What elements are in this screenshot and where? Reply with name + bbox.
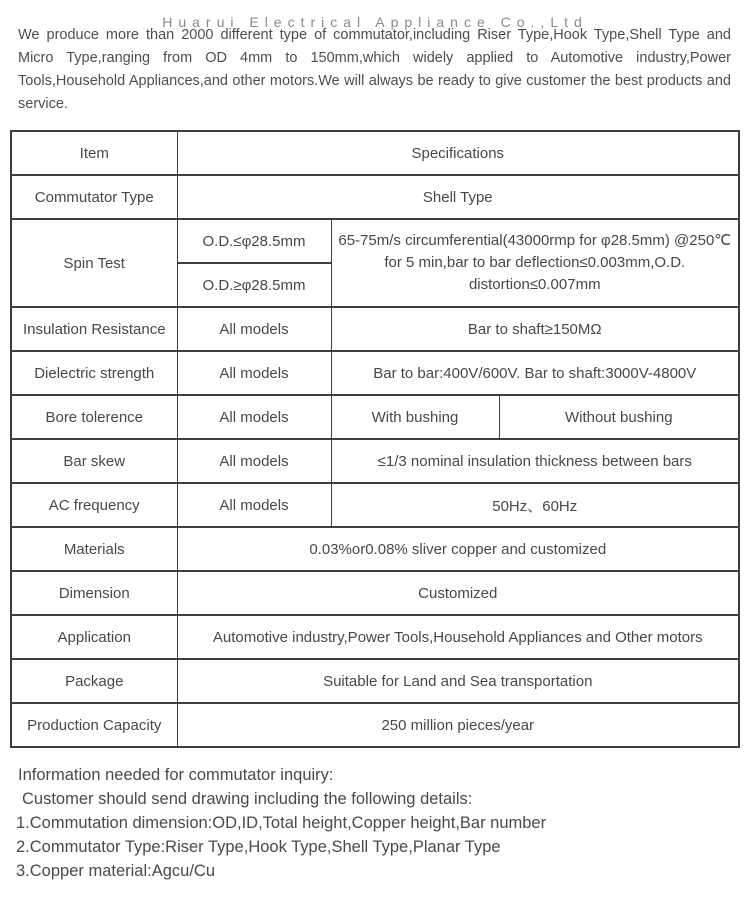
bore-tolerence-with-bushing: With bushing [331,395,499,439]
dimension-label: Dimension [11,571,177,615]
spin-test-condition-2: O.D.≥φ28.5mm [177,263,331,307]
bore-tolerence-without-bushing: Without bushing [499,395,739,439]
bore-tolerence-label: Bore tolerence [11,395,177,439]
table-row-ac-frequency [11,483,739,527]
spec-table [10,130,740,748]
inquiry-note-subtitle: Customer should send drawing including the following details: [22,790,473,808]
table-row-bar-skew [11,439,739,483]
inquiry-note-item-1: 1.Commutation dimension:OD,ID,Total height,Copper height,Bar number [16,814,547,832]
intro-paragraph: We produce more than 2000 different type of commutator,including Riser Type,Hook Type,Shell Type and Micro Type,ranging from OD 4mm to 150mm,which widely applied to Automotive industry,Power Tools,Household Appliances,and other motors.We will always be ready to give customer the best products and service. [18,27,731,112]
package-label: Package [11,659,177,703]
commutator-type-value: Shell Type [177,175,739,219]
inquiry-note-item-2: 2.Commutator Type:Riser Type,Hook Type,Shell Type,Planar Type [16,838,501,856]
materials-label: Materials [11,527,177,571]
table-row-spin-test-1 [11,219,739,263]
table-row-materials [11,527,739,571]
insulation-resistance-scope: All models [177,307,331,351]
spin-test-condition-1: O.D.≤φ28.5mm [177,219,331,263]
header-specifications-cell: Specifications [177,131,739,175]
spin-test-label: Spin Test [11,219,177,307]
table-row-production-capacity [11,703,739,747]
bar-skew-label: Bar skew [11,439,177,483]
table-row-application [11,615,739,659]
dielectric-strength-label: Dielectric strength [11,351,177,395]
table-row-commutator-type [11,175,739,219]
insulation-resistance-label: Insulation Resistance [11,307,177,351]
ac-frequency-scope: All models [177,483,331,527]
inquiry-note-title: Information needed for commutator inquiry: [18,766,334,784]
dielectric-strength-scope: All models [177,351,331,395]
dielectric-strength-value: Bar to bar:400V/600V. Bar to shaft:3000V-4800V [331,351,739,395]
bore-tolerence-scope: All models [177,395,331,439]
inquiry-note-item-3: 3.Copper material:Agcu/Cu [16,862,216,880]
table-row-header [11,131,739,175]
table-row-dimension [11,571,739,615]
dimension-value: Customized [177,571,739,615]
application-label: Application [11,615,177,659]
package-value: Suitable for Land and Sea transportation [177,659,739,703]
spin-test-value: 65-75m/s circumferential(43000rmp for φ28.5mm) @250℃ for 5 min,bar to bar deflection≤0.003mm,O.D. distortion≤0.007mm [331,219,739,307]
table-row-package [11,659,739,703]
table-row-bore-tolerence [11,395,739,439]
ac-frequency-value: 50Hz、60Hz [331,483,739,527]
inquiry-notes [16,763,750,883]
company-title: Huarui Electrical Appliance Co.,Ltd [162,14,588,30]
application-value: Automotive industry,Power Tools,Household Appliances and Other motors [177,615,739,659]
table-row-dielectric-strength [11,351,739,395]
header-item-cell: Item [11,131,177,175]
commutator-type-label: Commutator Type [11,175,177,219]
production-capacity-value: 250 million pieces/year [177,703,739,747]
ac-frequency-label: AC frequency [11,483,177,527]
materials-value: 0.03%or0.08% sliver copper and customized [177,527,739,571]
table-row-insulation-resistance [11,307,739,351]
bar-skew-value: ≤1/3 nominal insulation thickness between bars [331,439,739,483]
insulation-resistance-value: Bar to shaft≥150MΩ [331,307,739,351]
bar-skew-scope: All models [177,439,331,483]
production-capacity-label: Production Capacity [11,703,177,747]
